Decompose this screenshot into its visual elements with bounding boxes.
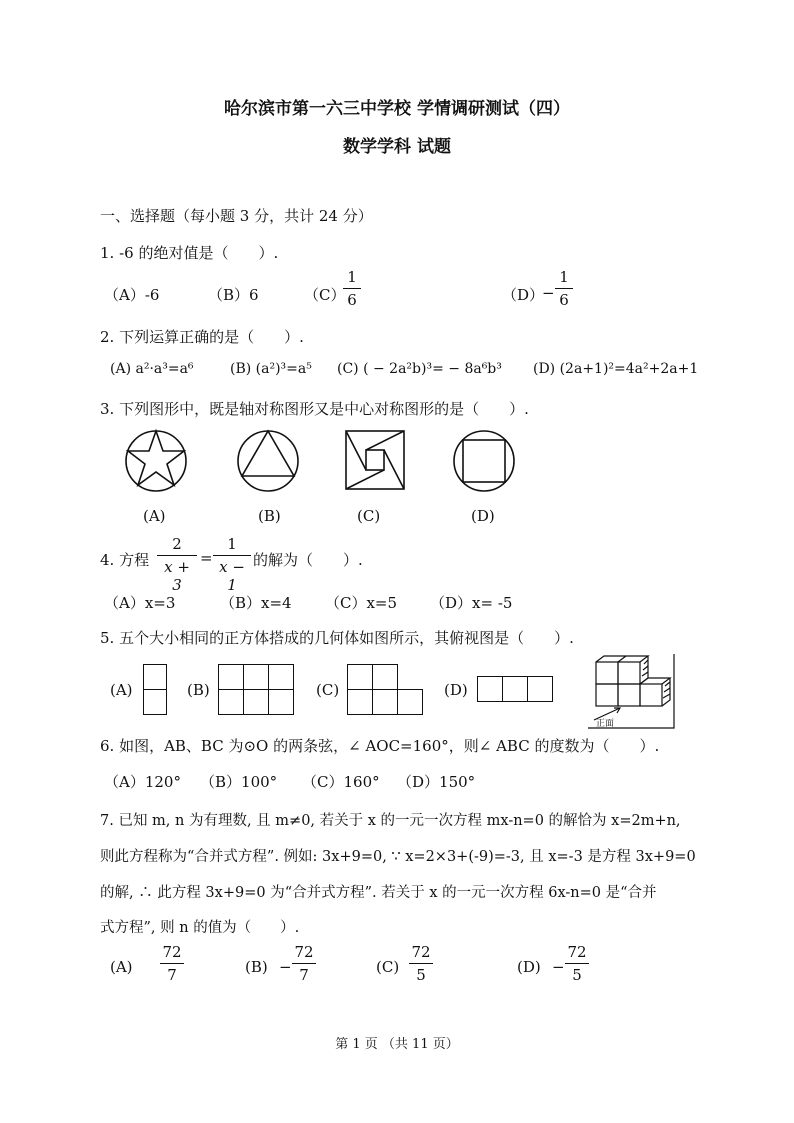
question-3-label-a: (A) [143,507,166,525]
figure-c-square-pinwheel [346,431,404,489]
question-7-option-c: (C) [376,958,400,976]
question-5-option-c-grid [347,664,423,715]
fraction-numerator: 72 [294,943,314,961]
question-4-equals: = [200,549,213,567]
question-3-label-b: (B) [258,507,281,525]
fraction-numerator: 72 [567,943,587,961]
question-5-option-d-grid [477,676,553,702]
question-4-option-a: （A）x=3 [104,594,176,612]
fraction-numerator: 1 [347,268,357,286]
question-3-stem: 3. 下列图形中，既是轴对称图形又是中心对称图形的是（ ）. [100,400,529,418]
page-subtitle: 数学学科 试题 [343,137,451,157]
fraction-bar [343,288,361,289]
question-1-option-d: （D） [502,286,545,304]
question-1-stem: 1. -6 的绝对值是（ ）. [100,244,279,262]
question-6-option-d: （D）150° [397,773,476,791]
question-2-option-a: (A) a²·a³=a⁶ [110,361,194,377]
question-5-front-label: 正面 [596,719,615,729]
question-4-option-c: （C）x=5 [325,594,398,612]
question-4-option-d: （D）x= -5 [430,594,513,612]
question-1-option-c-fraction [343,268,361,309]
question-4-option-b: （B）x=4 [220,594,292,612]
question-6-option-b: （B）100° [200,773,278,791]
question-7-line-1: 7. 已知 m, n 为有理数, 且 m≠0, 若关于 x 的一元一次方程 mx-n=0 的解恰为 x=2m+n, [100,813,681,829]
question-7-option-d: (D) [517,958,541,976]
fraction-denominator: x − 1 [219,558,245,594]
question-2-stem: 2. 下列运算正确的是（ ）. [100,328,304,346]
fraction-denominator: 7 [167,966,177,984]
question-6-option-c: （C）160° [302,773,380,791]
question-7-option-d-fraction [565,943,589,984]
question-2-option-b: (B) (a²)³=a⁵ [230,361,312,377]
question-7-option-b-fraction [292,943,316,984]
fraction-bar [292,963,316,964]
question-1-option-d-fraction [555,268,573,309]
question-3-label-d: (D) [471,507,495,525]
question-1-option-a: （A）-6 [104,286,160,304]
fraction-denominator: 6 [559,291,569,309]
question-7-line-3: 的解, ∴ 此方程 3x+9=0 为“合并式方程”. 若关于 x 的一元一次方程 6x-n=0 是“合并 [100,885,657,901]
question-1-option-b: （B）6 [208,286,259,304]
fraction-denominator: 7 [299,966,309,984]
fraction-bar [555,288,573,289]
fraction-numerator: 72 [162,943,182,961]
question-1-option-d-sign: − [542,284,555,302]
section-heading: 一、选择题（每小题 3 分，共计 24 分） [100,207,373,225]
question-1-option-c: （C） [304,286,346,304]
question-2-option-c: (C) ( − 2a²b)³= − 8a⁶b³ [337,361,502,377]
question-2-option-d: (D) (2a+1)²=4a²+2a+1 [533,361,699,377]
fraction-numerator: 1 [227,535,237,553]
question-5-stem: 5. 五个大小相同的正方体搭成的几何体如图所示，其俯视图是（ ）. [100,629,574,647]
question-6-stem: 6. 如图，AB、BC 为⊙O 的两条弦，∠ AOC=160°，则∠ ABC 的度数为（ ）. [100,737,660,755]
question-5-option-b: (B) [187,681,210,699]
figure-d-circle-square [454,431,514,491]
question-7-option-b: (B) [245,958,268,976]
question-7-line-2: 则此方程称为“合并式方程”. 例如: 3x+9=0, ∵ x=2×3+(-9)=-3, 且 x=-3 是方程 3x+9=0 [100,849,696,865]
fraction-bar [213,555,251,556]
fraction-denominator: 5 [416,966,426,984]
question-3-figures [120,424,540,500]
fraction-numerator: 1 [559,268,569,286]
question-4-rhs-fraction [213,535,251,594]
fraction-bar [157,555,197,556]
fraction-bar [409,963,433,964]
figure-b-circle-triangle [238,431,298,491]
question-6-option-a: （A）120° [104,773,181,791]
question-4-suffix: 的解为（ ）. [253,551,363,569]
fraction-denominator: 6 [347,291,357,309]
question-3-label-c: (C) [357,507,381,525]
fraction-bar [565,963,589,964]
question-7-option-c-fraction [409,943,433,984]
question-7-option-d-sign: − [552,958,565,976]
question-7-line-4: 式方程”, 则 n 的值为（ ）. [100,920,300,936]
question-5-option-a-grid [143,664,167,715]
question-5-option-c: (C) [316,681,340,699]
question-4-prefix: 4. 方程 [100,551,150,569]
question-5-option-b-grid [218,664,294,715]
question-4-lhs-fraction [157,535,197,594]
question-7-option-a: (A) [110,958,133,976]
page-footer: 第 1 页 （共 11 页） [335,1037,459,1052]
question-7-option-a-fraction [160,943,184,984]
fraction-bar [160,963,184,964]
question-5-option-d: (D) [444,681,468,699]
fraction-numerator: 72 [411,943,431,961]
fraction-numerator: 2 [172,535,182,553]
question-7-option-b-sign: − [279,958,292,976]
figure-a-circle-star [126,431,186,491]
question-5-option-a: (A) [110,681,133,699]
page-title: 哈尔滨市第一六三中学校 学情调研测试（四） [224,99,570,119]
fraction-denominator: 5 [572,966,582,984]
fraction-denominator: x + 3 [164,558,190,594]
